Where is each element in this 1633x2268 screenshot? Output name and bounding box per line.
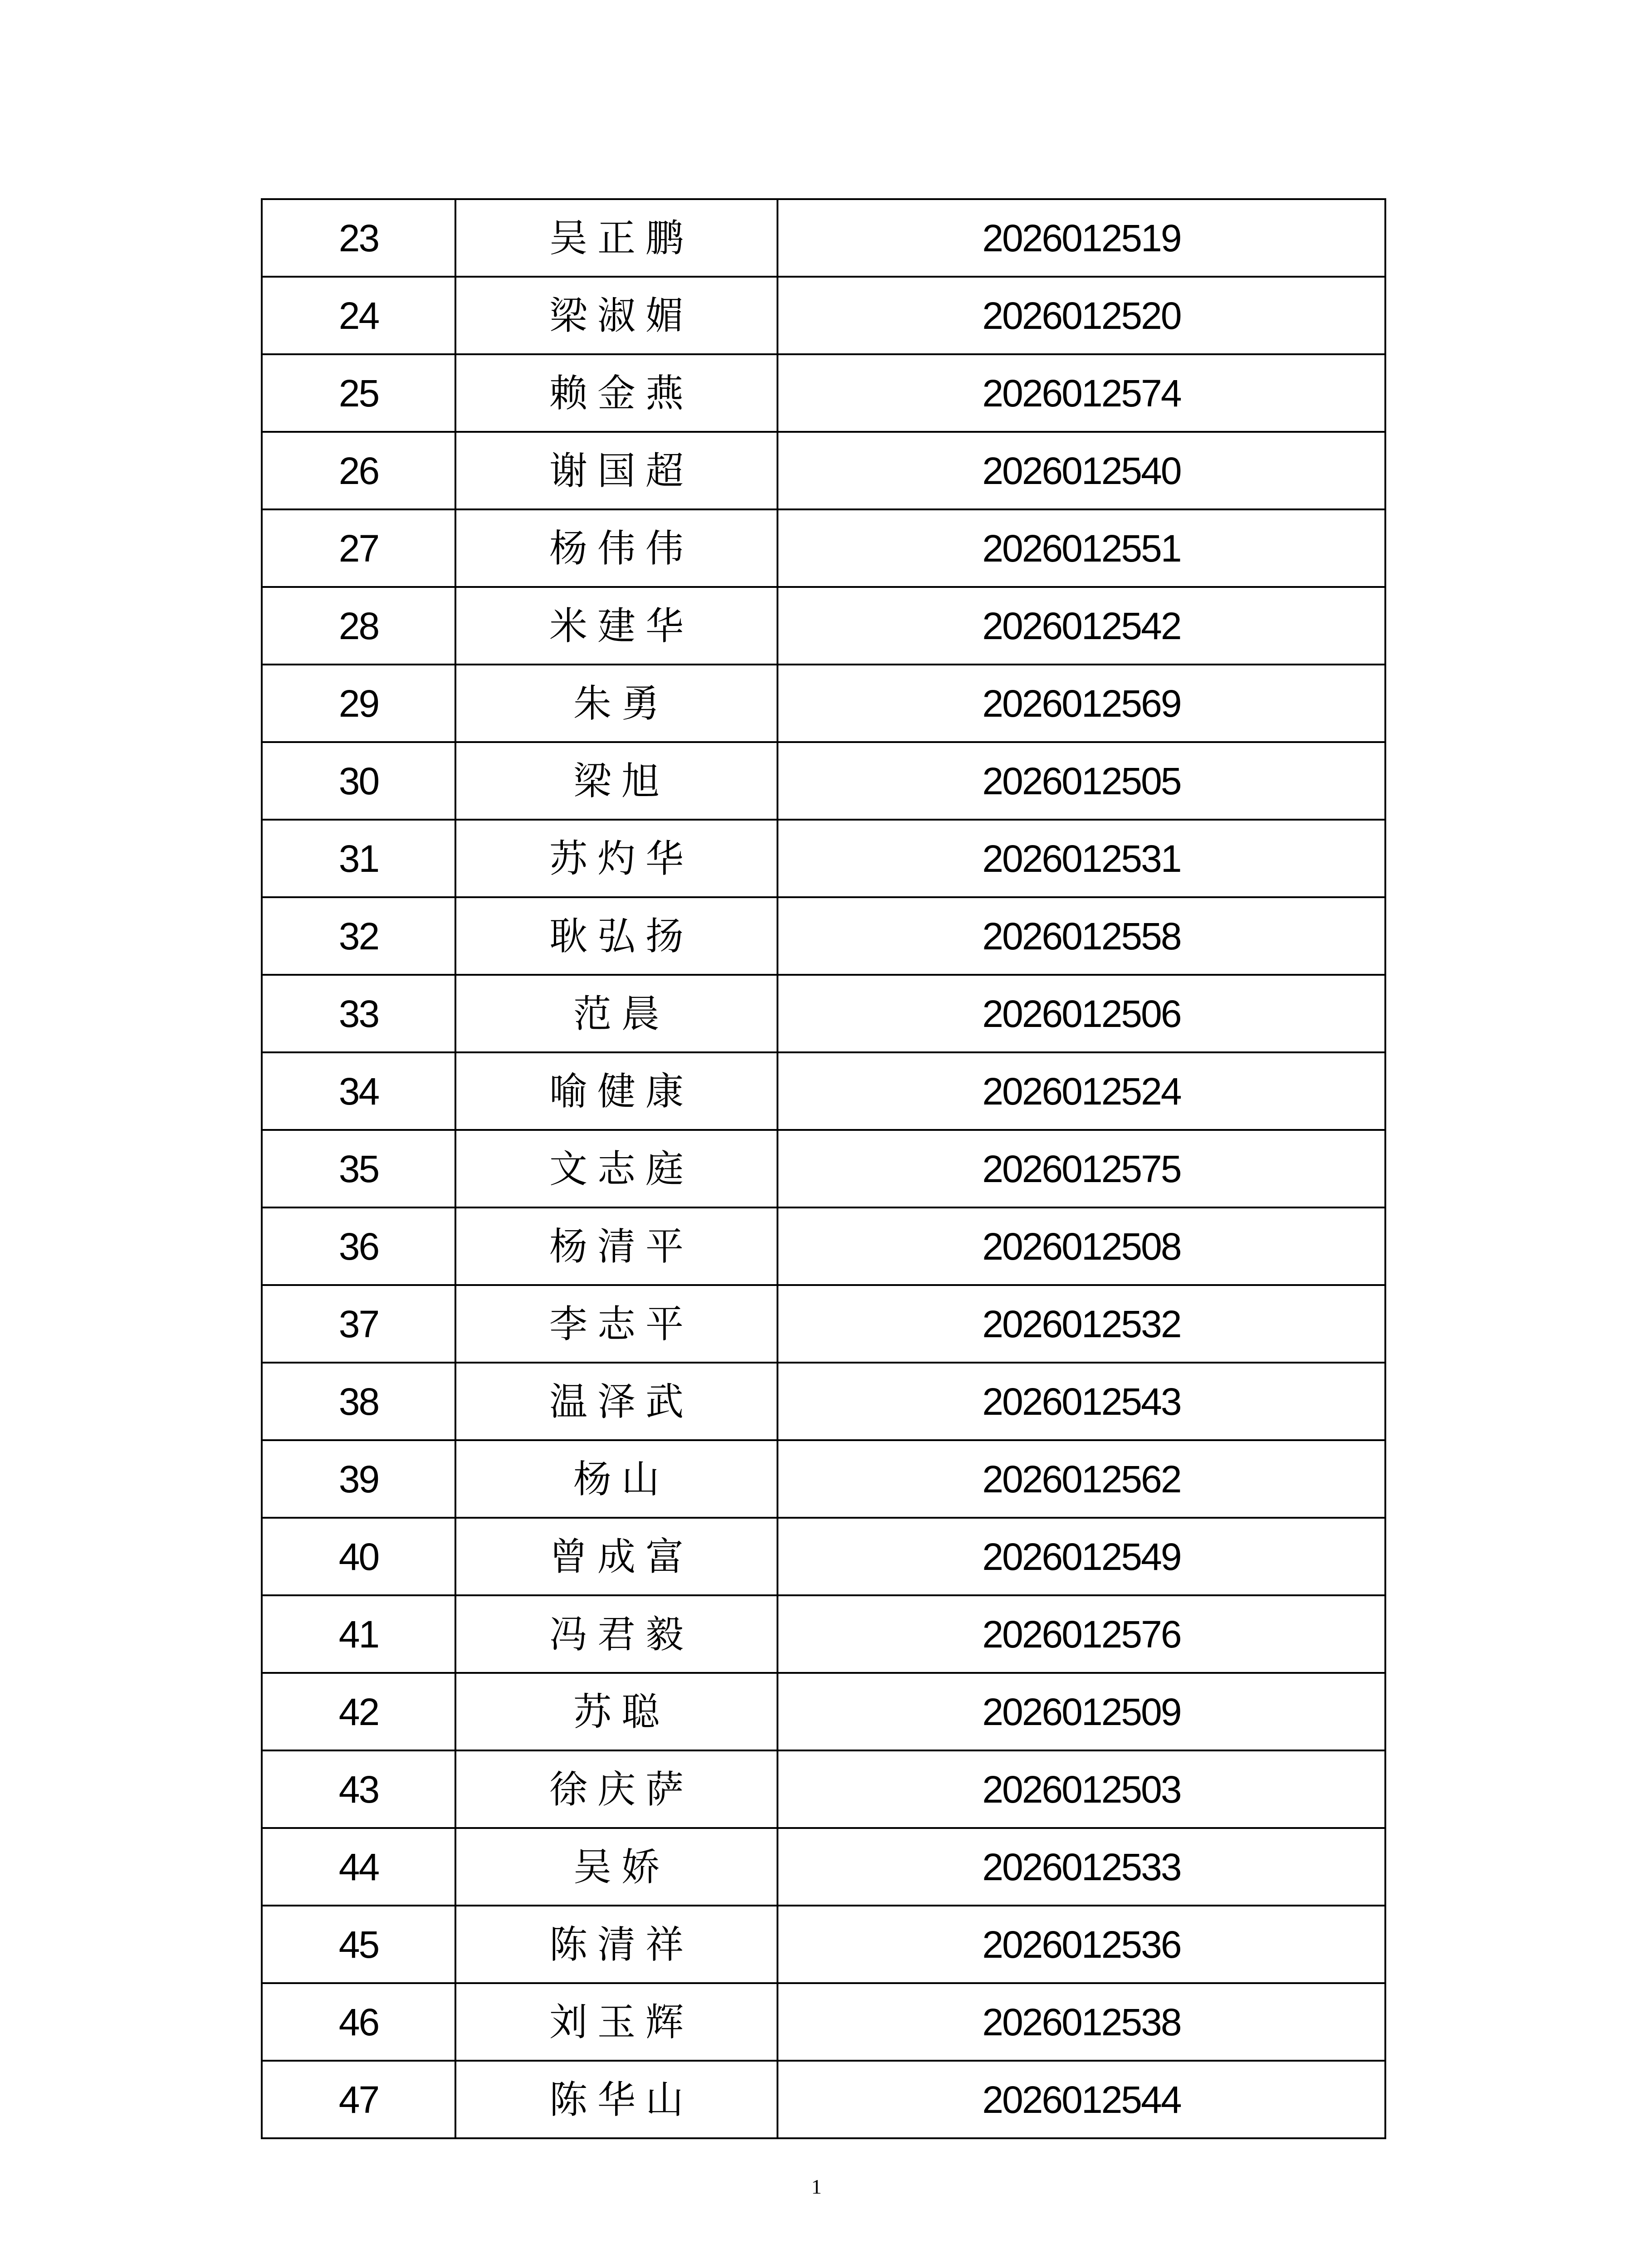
name-cell: 杨清平 — [455, 1207, 777, 1285]
name-cell: 梁淑媚 — [455, 277, 777, 354]
name-cell: 梁旭 — [455, 742, 777, 820]
table-row — [262, 1673, 1385, 1750]
table-row — [262, 509, 1385, 587]
table-row — [262, 1828, 1385, 1906]
id-number-cell: 2026012520 — [777, 277, 1385, 354]
table-row — [262, 277, 1385, 354]
table-row — [262, 199, 1385, 277]
page-number: 1 — [811, 2175, 822, 2198]
name-cell: 李志平 — [455, 1285, 777, 1363]
id-number-cell: 2026012551 — [777, 509, 1385, 587]
name-cell: 吴娇 — [455, 1828, 777, 1906]
table-row — [262, 354, 1385, 432]
table-row — [262, 1906, 1385, 1983]
row-number-cell: 27 — [262, 509, 455, 587]
name-cell: 杨山 — [455, 1440, 777, 1518]
id-number-cell: 2026012542 — [777, 587, 1385, 665]
row-number-cell: 39 — [262, 1440, 455, 1518]
id-number-cell: 2026012508 — [777, 1207, 1385, 1285]
id-number-cell: 2026012569 — [777, 665, 1385, 742]
row-number-cell: 25 — [262, 354, 455, 432]
row-number-cell: 45 — [262, 1906, 455, 1983]
id-number-cell: 2026012558 — [777, 897, 1385, 975]
id-number-cell: 2026012531 — [777, 820, 1385, 897]
name-cell: 陈清祥 — [455, 1906, 777, 1983]
id-number-cell: 2026012544 — [777, 2061, 1385, 2138]
table-row — [262, 1285, 1385, 1363]
row-number-cell: 31 — [262, 820, 455, 897]
table-row — [262, 1207, 1385, 1285]
id-number-cell: 2026012576 — [777, 1595, 1385, 1673]
id-number-cell: 2026012543 — [777, 1363, 1385, 1440]
name-cell: 吴正鹏 — [455, 199, 777, 277]
row-number-cell: 24 — [262, 277, 455, 354]
id-number-cell: 2026012505 — [777, 742, 1385, 820]
id-number-cell: 2026012532 — [777, 1285, 1385, 1363]
row-number-cell: 42 — [262, 1673, 455, 1750]
row-number-cell: 43 — [262, 1750, 455, 1828]
table-row — [262, 2061, 1385, 2138]
id-number-cell: 2026012574 — [777, 354, 1385, 432]
row-number-cell: 38 — [262, 1363, 455, 1440]
name-cell: 谢国超 — [455, 432, 777, 509]
name-cell: 赖金燕 — [455, 354, 777, 432]
table-row — [262, 975, 1385, 1052]
roster-table-body — [262, 199, 1385, 2138]
table-row — [262, 432, 1385, 509]
roster-table — [261, 198, 1386, 2139]
table-row — [262, 1052, 1385, 1130]
table-row — [262, 587, 1385, 665]
row-number-cell: 41 — [262, 1595, 455, 1673]
name-cell: 朱勇 — [455, 665, 777, 742]
name-cell: 苏聪 — [455, 1673, 777, 1750]
id-number-cell: 2026012509 — [777, 1673, 1385, 1750]
table-row — [262, 1595, 1385, 1673]
name-cell: 范晨 — [455, 975, 777, 1052]
name-cell: 陈华山 — [455, 2061, 777, 2138]
table-row — [262, 1518, 1385, 1595]
row-number-cell: 35 — [262, 1130, 455, 1207]
id-number-cell: 2026012562 — [777, 1440, 1385, 1518]
table-row — [262, 1440, 1385, 1518]
name-cell: 徐庆萨 — [455, 1750, 777, 1828]
id-number-cell: 2026012503 — [777, 1750, 1385, 1828]
name-cell: 温泽武 — [455, 1363, 777, 1440]
row-number-cell: 36 — [262, 1207, 455, 1285]
id-number-cell: 2026012519 — [777, 199, 1385, 277]
row-number-cell: 37 — [262, 1285, 455, 1363]
name-cell: 米建华 — [455, 587, 777, 665]
name-cell: 文志庭 — [455, 1130, 777, 1207]
row-number-cell: 26 — [262, 432, 455, 509]
row-number-cell: 23 — [262, 199, 455, 277]
row-number-cell: 47 — [262, 2061, 455, 2138]
name-cell: 冯君毅 — [455, 1595, 777, 1673]
table-row — [262, 1750, 1385, 1828]
name-cell: 杨伟伟 — [455, 509, 777, 587]
table-row — [262, 665, 1385, 742]
table-row — [262, 897, 1385, 975]
table-row — [262, 820, 1385, 897]
table-row — [262, 1130, 1385, 1207]
table-row — [262, 1983, 1385, 2061]
id-number-cell: 2026012575 — [777, 1130, 1385, 1207]
name-cell: 耿弘扬 — [455, 897, 777, 975]
id-number-cell: 2026012536 — [777, 1906, 1385, 1983]
row-number-cell: 46 — [262, 1983, 455, 2061]
id-number-cell: 2026012538 — [777, 1983, 1385, 2061]
id-number-cell: 2026012506 — [777, 975, 1385, 1052]
row-number-cell: 32 — [262, 897, 455, 975]
row-number-cell: 40 — [262, 1518, 455, 1595]
row-number-cell: 34 — [262, 1052, 455, 1130]
id-number-cell: 2026012540 — [777, 432, 1385, 509]
table-row — [262, 1363, 1385, 1440]
name-cell: 苏灼华 — [455, 820, 777, 897]
row-number-cell: 29 — [262, 665, 455, 742]
row-number-cell: 30 — [262, 742, 455, 820]
id-number-cell: 2026012524 — [777, 1052, 1385, 1130]
name-cell: 喻健康 — [455, 1052, 777, 1130]
id-number-cell: 2026012533 — [777, 1828, 1385, 1906]
row-number-cell: 28 — [262, 587, 455, 665]
id-number-cell: 2026012549 — [777, 1518, 1385, 1595]
name-cell: 刘玉辉 — [455, 1983, 777, 2061]
row-number-cell: 44 — [262, 1828, 455, 1906]
name-cell: 曾成富 — [455, 1518, 777, 1595]
table-row — [262, 742, 1385, 820]
row-number-cell: 33 — [262, 975, 455, 1052]
